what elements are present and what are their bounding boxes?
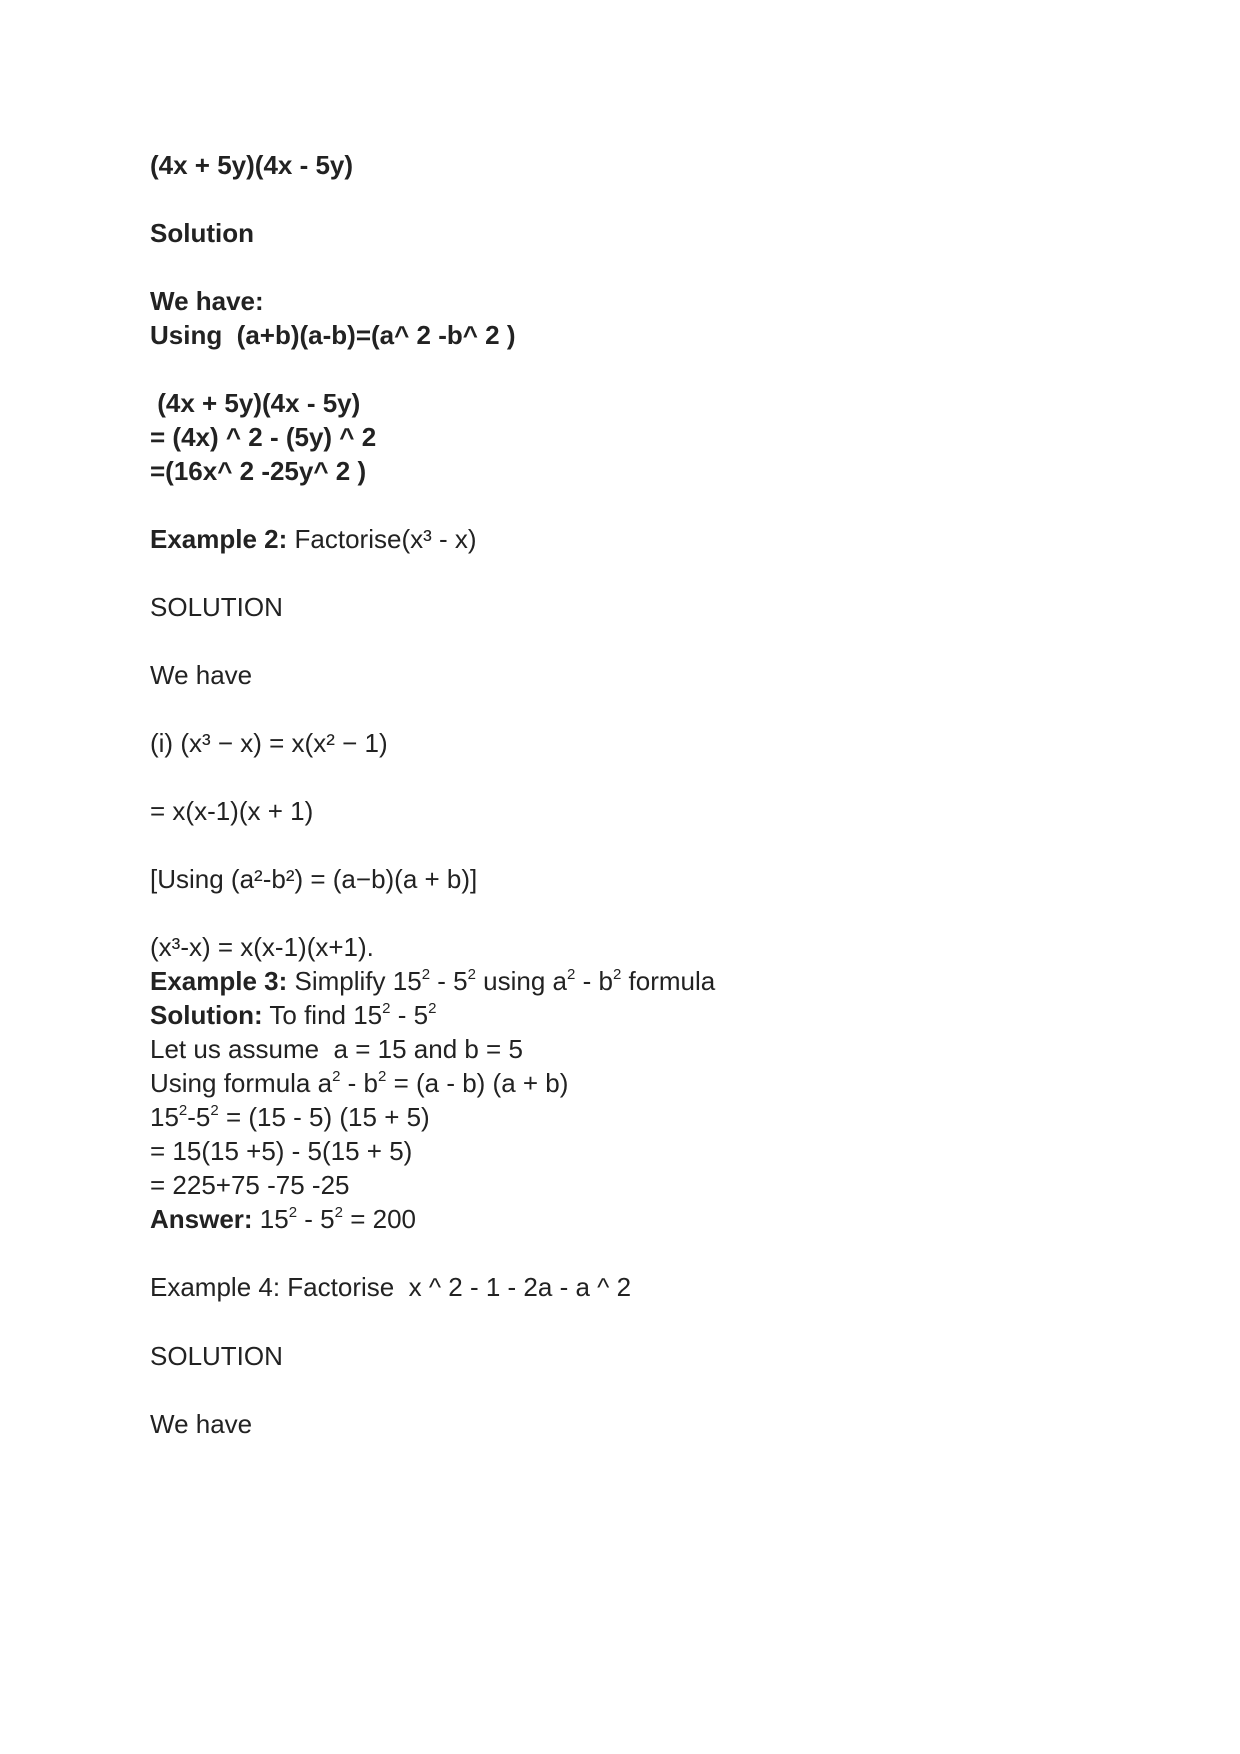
example3-step-text: = (15 - 5) (15 + 5) bbox=[218, 1102, 430, 1132]
example3-step-3: = 225+75 -75 -25 bbox=[150, 1170, 350, 1200]
example3-step-text: 15 bbox=[150, 1102, 179, 1132]
example3-heading bbox=[150, 966, 715, 996]
exponent: 2 bbox=[467, 966, 476, 983]
example1-expression: (4x + 5y)(4x - 5y) bbox=[150, 150, 354, 180]
example1-step-1: (4x + 5y)(4x - 5y) bbox=[150, 388, 361, 418]
example2-solution-heading: SOLUTION bbox=[150, 592, 283, 622]
exponent: 2 bbox=[178, 1102, 188, 1119]
example2-text: Factorise(x³ - x) bbox=[287, 524, 477, 554]
example3-formula-text: Using formula a bbox=[150, 1068, 333, 1098]
example2-result: (x³-x) = x(x-1)(x+1). bbox=[150, 932, 374, 962]
example1-step-2: = (4x) ^ 2 - (5y) ^ 2 bbox=[150, 422, 377, 452]
example3-answer bbox=[150, 1204, 416, 1234]
example2-step-2: = x(x-1)(x + 1) bbox=[150, 796, 314, 826]
exponent: 2 bbox=[567, 966, 576, 983]
example3-text-part: formula bbox=[621, 966, 716, 996]
example3-answer-label: Answer: bbox=[150, 1204, 253, 1234]
exponent: 2 bbox=[210, 1102, 219, 1119]
example2-we-have: We have bbox=[150, 660, 253, 690]
example3-text-part: - 5 bbox=[430, 966, 468, 996]
example3-solution-text: - 5 bbox=[390, 1000, 429, 1030]
example3-label: Example 3: bbox=[150, 966, 288, 996]
example3-text-part: Simplify 15 bbox=[287, 966, 422, 996]
exponent: 2 bbox=[288, 1204, 298, 1221]
exponent: 2 bbox=[334, 1204, 343, 1221]
example1-step-3: =(16x^ 2 -25y^ 2 ) bbox=[150, 456, 367, 486]
example2-label: Example 2: bbox=[150, 524, 288, 554]
example3-solution-label: Solution: bbox=[150, 1000, 263, 1030]
example3-step-text: -5 bbox=[187, 1102, 211, 1132]
example2-heading bbox=[150, 524, 477, 554]
exponent: 2 bbox=[421, 966, 431, 983]
example3-solution-text: To find 15 bbox=[262, 1000, 383, 1030]
example3-text-part: using a bbox=[475, 966, 568, 996]
example2-step-1: (i) (x³ − x) = x(x² − 1) bbox=[150, 728, 388, 758]
example4-heading: Example 4: Factorise x ^ 2 - 1 - 2a - a ^ 2 bbox=[150, 1272, 632, 1302]
example3-solution-line bbox=[150, 1000, 436, 1030]
exponent: 2 bbox=[332, 1068, 341, 1085]
example3-formula-text: = (a - b) (a + b) bbox=[386, 1068, 569, 1098]
example3-step-2: = 15(15 +5) - 5(15 + 5) bbox=[150, 1136, 413, 1166]
example1-solution-heading: Solution bbox=[150, 218, 254, 248]
example3-formula bbox=[150, 1068, 568, 1098]
example3-assumption: Let us assume a = 15 and b = 5 bbox=[150, 1034, 523, 1064]
example3-text-part: - b bbox=[575, 966, 613, 996]
exponent: 2 bbox=[378, 1068, 387, 1085]
example1-we-have: We have: bbox=[150, 286, 264, 316]
exponent: 2 bbox=[612, 966, 622, 983]
example3-formula-text: - b bbox=[340, 1068, 378, 1098]
example4-solution-heading: SOLUTION bbox=[150, 1341, 283, 1371]
example2-identity: [Using (a²-b²) = (a−b)(a + b)] bbox=[150, 864, 478, 894]
example3-answer-text: = 200 bbox=[343, 1204, 417, 1234]
example1-identity: Using (a+b)(a-b)=(a^ 2 -b^ 2 ) bbox=[150, 320, 516, 350]
exponent: 2 bbox=[428, 1000, 437, 1017]
example4-we-have: We have bbox=[150, 1409, 253, 1439]
example3-answer-text: - 5 bbox=[297, 1204, 335, 1234]
exponent: 2 bbox=[382, 1000, 391, 1017]
example3-step-1 bbox=[150, 1102, 430, 1132]
example3-answer-text: 15 bbox=[252, 1204, 289, 1234]
